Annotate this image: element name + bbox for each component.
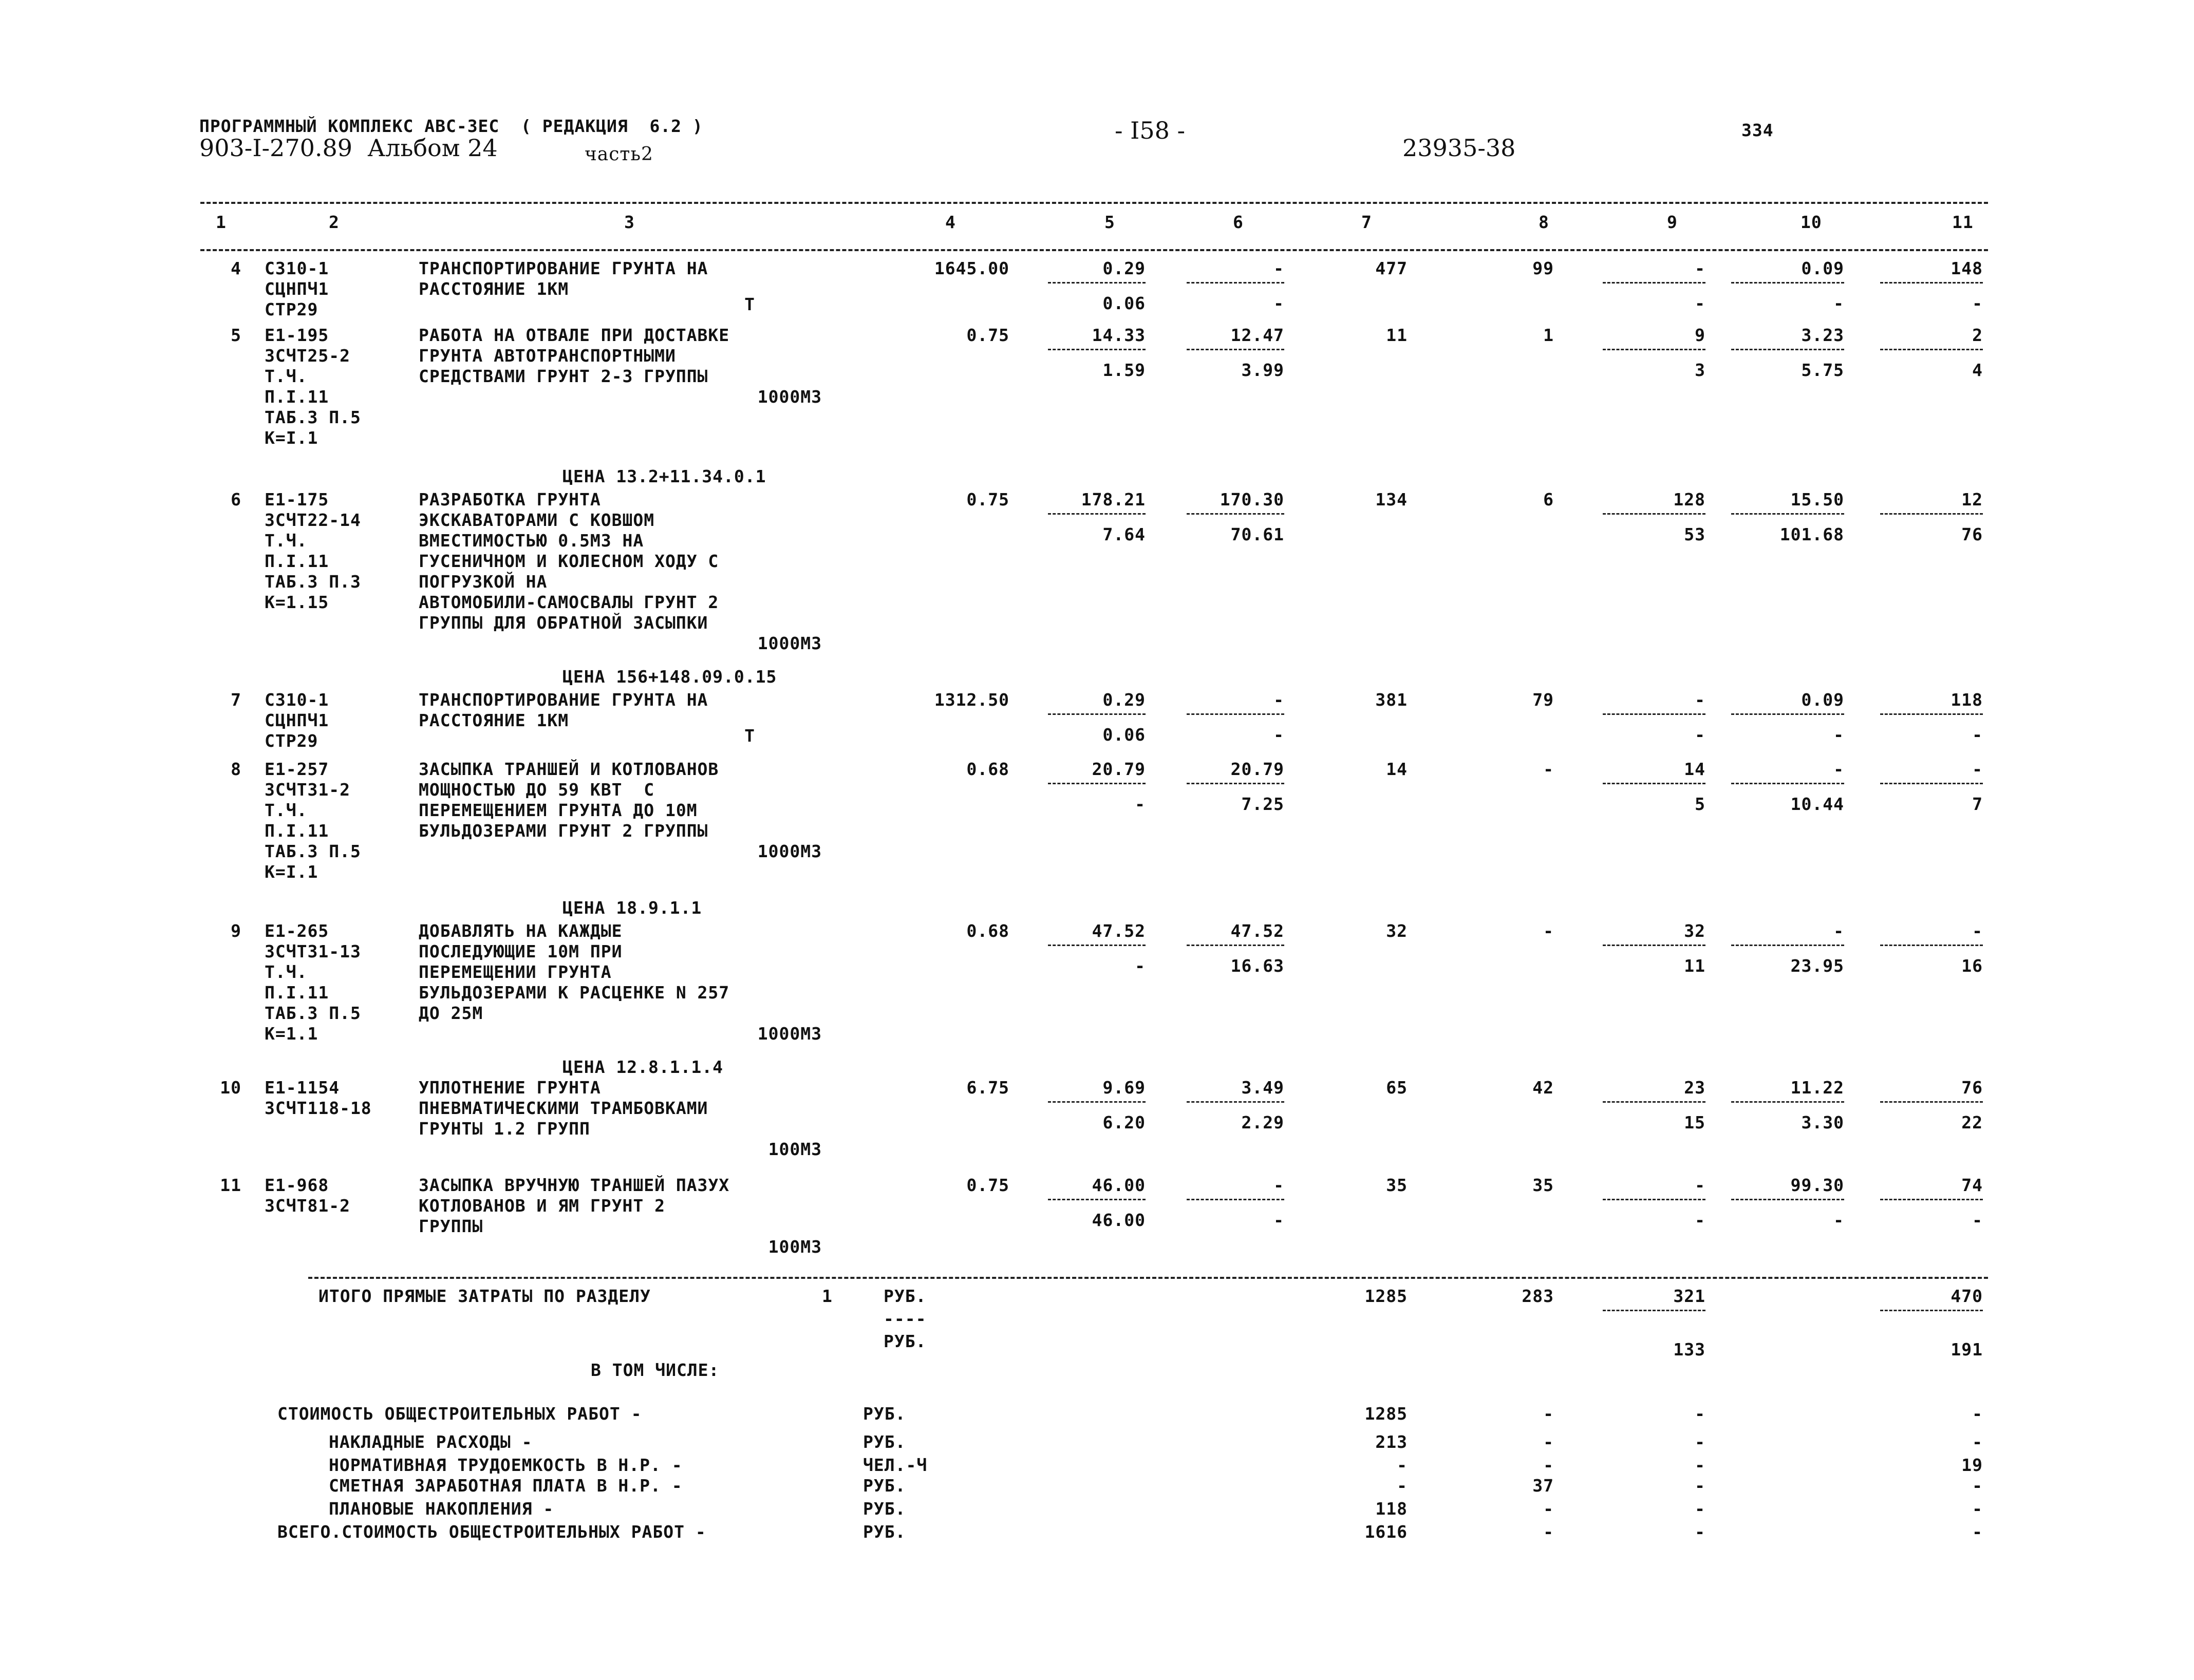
value-underline xyxy=(1731,282,1844,284)
wages: 6 xyxy=(1543,489,1554,509)
summary-unit: РУБ. xyxy=(863,1499,906,1519)
machine-cost-sub: 15 xyxy=(1684,1112,1705,1132)
norm-code: К=I.1 xyxy=(265,862,318,882)
machine-cost-sub: 3 xyxy=(1695,360,1705,380)
totals-dash: ---- xyxy=(884,1309,927,1329)
column-header: 11 xyxy=(1952,212,1974,232)
value-underline xyxy=(1880,945,1983,946)
machine-cost: 14 xyxy=(1684,759,1705,779)
machine-price-sub: 16.63 xyxy=(1230,956,1284,976)
machine-cost-sub: 53 xyxy=(1684,524,1705,544)
work-description: ПЕРЕМЕЩЕНИИ ГРУНТА xyxy=(419,962,612,982)
summary-unit: ЧЕЛ.-Ч xyxy=(863,1455,928,1475)
norm-code: СТР29 xyxy=(265,299,318,319)
summary-label: НАКЛАДНЫЕ РАСХОДЫ - xyxy=(329,1432,533,1452)
unit-price-sub: - xyxy=(1135,956,1146,976)
machine-price: 12.47 xyxy=(1230,325,1284,345)
quantity: 0.68 xyxy=(966,759,1009,779)
quantity: 0.75 xyxy=(966,325,1009,345)
work-description: ЗАСЫПКА ВРУЧНУЮ ТРАНШЕЙ ПАЗУХ xyxy=(419,1175,730,1195)
row-number: 10 xyxy=(220,1078,241,1098)
total-cost: 11 xyxy=(1386,325,1408,345)
unit-price: 178.21 xyxy=(1081,489,1146,509)
work-description: БУЛЬДОЗЕРАМИ К РАСЦЕНКЕ N 257 xyxy=(419,983,730,1003)
unit-of-measure: 100М3 xyxy=(768,1139,822,1159)
row-number: 4 xyxy=(231,258,241,278)
wages: - xyxy=(1543,759,1554,779)
work-description: РАССТОЯНИЕ 1КМ xyxy=(419,710,569,730)
total-cost: 14 xyxy=(1386,759,1408,779)
norm-code: Т.Ч. xyxy=(265,366,308,386)
norm-code: Е1-175 xyxy=(265,489,329,509)
summary-cost: - xyxy=(1397,1476,1408,1496)
part-label: часть2 xyxy=(585,144,653,165)
work-description: ТРАНСПОРТИРОВАНИЕ ГРУНТА НА xyxy=(419,690,708,710)
wages: 99 xyxy=(1532,258,1554,278)
value-underline xyxy=(1731,783,1844,784)
work-description: ЭКСКАВАТОРАМИ С КОВШОМ xyxy=(419,510,655,530)
labor-norm-sub: 3.30 xyxy=(1801,1112,1844,1132)
totals-cost: 1285 xyxy=(1364,1286,1408,1306)
summary-label: СМЕТНАЯ ЗАРАБОТНАЯ ПЛАТА В Н.Р. - xyxy=(329,1476,683,1496)
value-underline xyxy=(1880,513,1983,515)
norm-code: К=1.15 xyxy=(265,592,329,612)
norm-code: П.I.11 xyxy=(265,821,329,841)
work-description: МОЩНОСТЬЮ ДО 59 КВТ С xyxy=(419,780,655,800)
summary-machine: - xyxy=(1695,1432,1705,1452)
work-description: ГРУНТА АВТОТРАНСПОРТНЫМИ xyxy=(419,346,676,366)
labor-total-sub: 4 xyxy=(1972,360,1983,380)
machine-price: 170.30 xyxy=(1220,489,1284,509)
labor-total: 148 xyxy=(1951,258,1983,278)
value-underline xyxy=(1048,513,1146,515)
value-underline xyxy=(1603,945,1705,946)
machine-price: - xyxy=(1273,258,1284,278)
norm-code: ЗСЧТ25-2 xyxy=(265,346,350,366)
value-underline xyxy=(1731,713,1844,715)
unit-price: 47.52 xyxy=(1092,921,1146,941)
norm-code: ТАБ.3 П.5 xyxy=(265,407,361,427)
norm-code: Е1-968 xyxy=(265,1175,329,1195)
value-underline xyxy=(1880,282,1983,284)
norm-code: ЗСЧТ81-2 xyxy=(265,1196,350,1216)
work-description: ПНЕВМАТИЧЕСКИМИ ТРАМБОВКАМИ xyxy=(419,1098,708,1118)
summary-wages: 37 xyxy=(1532,1476,1554,1496)
unit-price: 20.79 xyxy=(1092,759,1146,779)
work-description: РАБОТА НА ОТВАЛЕ ПРИ ДОСТАВКЕ xyxy=(419,325,730,345)
summary-machine: - xyxy=(1695,1404,1705,1424)
totals-unit: РУБ. xyxy=(884,1286,927,1306)
labor-total-sub: - xyxy=(1972,725,1983,745)
work-description: ПОСЛЕДУЮЩИЕ 10М ПРИ xyxy=(419,941,623,961)
norm-code: Е1-195 xyxy=(265,325,329,345)
labor-total: 118 xyxy=(1951,690,1983,710)
norm-code: Е1-257 xyxy=(265,759,329,779)
norm-code: Т.Ч. xyxy=(265,962,308,982)
labor-norm: 15.50 xyxy=(1790,489,1844,509)
machine-price-sub: - xyxy=(1273,725,1284,745)
unit-price: 9.69 xyxy=(1102,1078,1146,1098)
labor-total: - xyxy=(1972,759,1983,779)
quantity: 6.75 xyxy=(966,1078,1009,1098)
machine-cost: - xyxy=(1695,258,1705,278)
labor-total-sub: 76 xyxy=(1961,524,1983,544)
value-underline xyxy=(1731,349,1844,350)
unit-of-measure: 1000М3 xyxy=(757,841,822,861)
machine-price: - xyxy=(1273,690,1284,710)
labor-norm: 3.23 xyxy=(1801,325,1844,345)
value-underline xyxy=(1603,1310,1705,1311)
labor-norm-sub: 5.75 xyxy=(1801,360,1844,380)
totals-rule xyxy=(308,1277,1988,1279)
unit-of-measure: 1000М3 xyxy=(757,633,822,653)
unit-price-sub: 0.06 xyxy=(1102,725,1146,745)
machine-cost: 128 xyxy=(1673,489,1705,509)
column-header: 5 xyxy=(1104,212,1115,232)
wages: - xyxy=(1543,921,1554,941)
value-underline xyxy=(1048,282,1146,284)
labor-total-sub: - xyxy=(1972,293,1983,313)
machine-cost-sub: 11 xyxy=(1684,956,1705,976)
summary-labor: - xyxy=(1972,1432,1983,1452)
norm-code: П.I.11 xyxy=(265,983,329,1003)
summary-machine: - xyxy=(1695,1499,1705,1519)
totals-machine-sub: 133 xyxy=(1673,1339,1705,1360)
work-description: ПОГРУЗКОЙ НА xyxy=(419,572,548,592)
labor-total-sub: - xyxy=(1972,1210,1983,1230)
machine-cost-sub: - xyxy=(1695,1210,1705,1230)
norm-code: СТР29 xyxy=(265,731,318,751)
value-underline xyxy=(1187,783,1284,784)
summary-wages: - xyxy=(1543,1432,1554,1452)
value-underline xyxy=(1880,1310,1983,1311)
machine-cost: - xyxy=(1695,690,1705,710)
column-header: 9 xyxy=(1667,212,1678,232)
norm-code: ЗСЧТ31-13 xyxy=(265,941,361,961)
labor-total-sub: 7 xyxy=(1972,794,1983,814)
summary-cost: 213 xyxy=(1375,1432,1408,1452)
machine-cost: - xyxy=(1695,1175,1705,1195)
value-underline xyxy=(1187,282,1284,284)
labor-total: 12 xyxy=(1961,489,1983,509)
summary-machine: - xyxy=(1695,1476,1705,1496)
machine-price-sub: 2.29 xyxy=(1241,1112,1284,1132)
price-note: ЦЕНА 12.8.1.1.4 xyxy=(562,1057,724,1077)
labor-norm-sub: - xyxy=(1833,725,1844,745)
machine-cost: 32 xyxy=(1684,921,1705,941)
summary-unit: РУБ. xyxy=(863,1404,906,1424)
quantity: 0.75 xyxy=(966,489,1009,509)
labor-total: 74 xyxy=(1961,1175,1983,1195)
labor-norm: - xyxy=(1833,759,1844,779)
sheet-number: 334 xyxy=(1741,120,1774,140)
row-number: 9 xyxy=(231,921,241,941)
work-description: ТРАНСПОРТИРОВАНИЕ ГРУНТА НА xyxy=(419,258,708,278)
work-description: ГУСЕНИЧНОМ И КОЛЕСНОМ ХОДУ С xyxy=(419,551,719,571)
unit-price-sub: 6.20 xyxy=(1102,1112,1146,1132)
norm-code: К=I.1 xyxy=(265,428,318,448)
summary-unit: РУБ. xyxy=(863,1522,906,1542)
summary-wages: - xyxy=(1543,1499,1554,1519)
labor-norm: 0.09 xyxy=(1801,690,1844,710)
norm-code: С310-1 xyxy=(265,258,329,278)
norm-code: Т.Ч. xyxy=(265,800,308,820)
norm-code: ТАБ.3 П.3 xyxy=(265,572,361,592)
unit-price: 46.00 xyxy=(1092,1175,1146,1195)
work-description: РАССТОЯНИЕ 1КМ xyxy=(419,279,569,299)
unit-of-measure: Т xyxy=(744,726,755,746)
unit-price-sub: - xyxy=(1135,794,1146,814)
work-description: БУЛЬДОЗЕРАМИ ГРУНТ 2 ГРУППЫ xyxy=(419,821,708,841)
work-description: ЗАСЫПКА ТРАНШЕЙ И КОТЛОВАНОВ xyxy=(419,759,719,779)
column-header: 6 xyxy=(1233,212,1244,232)
summary-wages: - xyxy=(1543,1404,1554,1424)
value-underline xyxy=(1731,1101,1844,1103)
work-description: ГРУППЫ ДЛЯ ОБРАТНОЙ ЗАСЫПКИ xyxy=(419,613,708,633)
value-underline xyxy=(1048,945,1146,946)
totals-wages: 283 xyxy=(1522,1286,1554,1306)
machine-price-sub: 3.99 xyxy=(1241,360,1284,380)
unit-of-measure: Т xyxy=(744,294,755,314)
machine-cost: 23 xyxy=(1684,1078,1705,1098)
summary-cost: 118 xyxy=(1375,1499,1408,1519)
summary-wages: - xyxy=(1543,1522,1554,1542)
total-cost: 381 xyxy=(1375,690,1408,710)
page-number: - I58 - xyxy=(1115,117,1186,144)
column-header: 10 xyxy=(1801,212,1822,232)
norm-code: Е1-1154 xyxy=(265,1078,340,1098)
work-description: КОТЛОВАНОВ И ЯМ ГРУНТ 2 xyxy=(419,1196,665,1216)
norm-code: СЦНПЧ1 xyxy=(265,279,329,299)
value-underline xyxy=(1603,783,1705,784)
machine-price-sub: - xyxy=(1273,293,1284,313)
value-underline xyxy=(1048,1101,1146,1103)
norm-code: Т.Ч. xyxy=(265,531,308,551)
value-underline xyxy=(1603,713,1705,715)
summary-labor: - xyxy=(1972,1499,1983,1519)
value-underline xyxy=(1187,1199,1284,1200)
row-number: 8 xyxy=(231,759,241,779)
work-description: ПЕРЕМЕЩЕНИЕМ ГРУНТА ДО 10М xyxy=(419,800,698,820)
unit-of-measure: 1000М3 xyxy=(757,387,822,407)
total-cost: 32 xyxy=(1386,921,1408,941)
norm-code: К=1.1 xyxy=(265,1024,318,1044)
work-description: ДО 25М xyxy=(419,1003,483,1023)
column-header: 7 xyxy=(1361,212,1372,232)
value-underline xyxy=(1187,1101,1284,1103)
total-cost: 477 xyxy=(1375,258,1408,278)
value-underline xyxy=(1048,349,1146,350)
value-underline xyxy=(1880,783,1983,784)
work-description: ВМЕСТИМОСТЬЮ 0.5М3 НА xyxy=(419,531,644,551)
column-header: 3 xyxy=(624,212,635,232)
value-underline xyxy=(1187,945,1284,946)
value-underline xyxy=(1048,783,1146,784)
summary-label: СТОИМОСТЬ ОБЩЕСТРОИТЕЛЬНЫХ РАБОТ - xyxy=(277,1404,642,1424)
totals-label: ИТОГО ПРЯМЫЕ ЗАТРАТЫ ПО РАЗДЕЛУ xyxy=(318,1286,651,1306)
value-underline xyxy=(1603,513,1705,515)
including-heading: В ТОМ ЧИСЛЕ: xyxy=(591,1360,720,1380)
summary-labor: - xyxy=(1972,1404,1983,1424)
summary-labor: - xyxy=(1972,1476,1983,1496)
machine-price-sub: - xyxy=(1273,1210,1284,1230)
value-underline xyxy=(1048,713,1146,715)
summary-machine: - xyxy=(1695,1455,1705,1475)
summary-label: НОРМАТИВНАЯ ТРУДОЕМКОСТЬ В Н.Р. - xyxy=(329,1455,683,1475)
labor-total: - xyxy=(1972,921,1983,941)
summary-label: ВСЕГО.СТОИМОСТЬ ОБЩЕСТРОИТЕЛЬНЫХ РАБОТ - xyxy=(277,1522,706,1542)
summary-labor: 19 xyxy=(1961,1455,1983,1475)
wages: 79 xyxy=(1532,690,1554,710)
machine-cost-sub: 5 xyxy=(1695,794,1705,814)
top-rule xyxy=(200,202,1988,204)
price-note: ЦЕНА 156+148.09.0.15 xyxy=(562,667,777,687)
labor-total: 76 xyxy=(1961,1078,1983,1098)
labor-norm-sub: - xyxy=(1833,293,1844,313)
value-underline xyxy=(1187,349,1284,350)
work-description: УПЛОТНЕНИЕ ГРУНТА xyxy=(419,1078,601,1098)
norm-code: Е1-265 xyxy=(265,921,329,941)
unit-price: 0.29 xyxy=(1102,258,1146,278)
summary-label: ПЛАНОВЫЕ НАКОПЛЕНИЯ - xyxy=(329,1499,554,1519)
row-number: 5 xyxy=(231,325,241,345)
work-description: ГРУНТЫ 1.2 ГРУПП xyxy=(419,1119,590,1139)
norm-code: ЗСЧТ22-14 xyxy=(265,510,361,530)
total-cost: 134 xyxy=(1375,489,1408,509)
column-header: 4 xyxy=(945,212,956,232)
norm-code: ТАБ.3 П.5 xyxy=(265,1003,361,1023)
quantity: 0.68 xyxy=(966,921,1009,941)
wages: 35 xyxy=(1532,1175,1554,1195)
summary-unit: РУБ. xyxy=(863,1432,906,1452)
value-underline xyxy=(1880,1199,1983,1200)
machine-cost-sub: - xyxy=(1695,725,1705,745)
price-note: ЦЕНА 13.2+11.34.0.1 xyxy=(562,466,766,486)
machine-price: 3.49 xyxy=(1241,1078,1284,1098)
norm-code: С310-1 xyxy=(265,690,329,710)
row-number: 6 xyxy=(231,489,241,509)
labor-norm-sub: 23.95 xyxy=(1790,956,1844,976)
program-header: ПРОГРАММНЫЙ КОМПЛЕКС АВС-ЗЕС ( РЕДАКЦИЯ 6.2 ) xyxy=(199,116,703,136)
value-underline xyxy=(1731,513,1844,515)
work-description: ГРУППЫ xyxy=(419,1216,483,1236)
value-underline xyxy=(1603,282,1705,284)
value-underline xyxy=(1603,1199,1705,1200)
value-underline xyxy=(1880,1101,1983,1103)
labor-total-sub: 22 xyxy=(1961,1112,1983,1132)
norm-code: СЦНПЧ1 xyxy=(265,710,329,730)
labor-norm: 99.30 xyxy=(1790,1175,1844,1195)
summary-wages: - xyxy=(1543,1455,1554,1475)
value-underline xyxy=(1187,513,1284,515)
column-header: 2 xyxy=(329,212,340,232)
row-number: 7 xyxy=(231,690,241,710)
summary-machine: - xyxy=(1695,1522,1705,1542)
value-underline xyxy=(1187,713,1284,715)
total-cost: 35 xyxy=(1386,1175,1408,1195)
value-underline xyxy=(1731,945,1844,946)
unit-price-sub: 0.06 xyxy=(1102,293,1146,313)
totals-labor-sub: 191 xyxy=(1951,1339,1983,1360)
unit-price: 14.33 xyxy=(1092,325,1146,345)
summary-cost: 1285 xyxy=(1364,1404,1408,1424)
unit-price: 0.29 xyxy=(1102,690,1146,710)
labor-norm: 11.22 xyxy=(1790,1078,1844,1098)
summary-unit: РУБ. xyxy=(863,1476,906,1496)
summary-cost: 1616 xyxy=(1364,1522,1408,1542)
value-underline xyxy=(1880,349,1983,350)
totals-labor: 470 xyxy=(1951,1286,1983,1306)
unit-of-measure: 1000М3 xyxy=(757,1024,822,1044)
labor-total-sub: 16 xyxy=(1961,956,1983,976)
machine-price: 20.79 xyxy=(1230,759,1284,779)
quantity: 0.75 xyxy=(966,1175,1009,1195)
summary-cost: - xyxy=(1397,1455,1408,1475)
labor-norm-sub: 10.44 xyxy=(1790,794,1844,814)
estimate-code: 23935-38 xyxy=(1402,134,1516,162)
norm-code: П.I.11 xyxy=(265,387,329,407)
work-description: РАЗРАБОТКА ГРУНТА xyxy=(419,489,601,509)
value-underline xyxy=(1731,1199,1844,1200)
labor-total: 2 xyxy=(1972,325,1983,345)
total-cost: 65 xyxy=(1386,1078,1408,1098)
quantity: 1312.50 xyxy=(934,690,1009,710)
unit-price-sub: 7.64 xyxy=(1102,524,1146,544)
labor-norm-sub: 101.68 xyxy=(1779,524,1844,544)
column-header: 1 xyxy=(216,212,227,232)
unit-price-sub: 46.00 xyxy=(1092,1210,1146,1230)
unit-price-sub: 1.59 xyxy=(1102,360,1146,380)
labor-norm: - xyxy=(1833,921,1844,941)
machine-price-sub: 70.61 xyxy=(1230,524,1284,544)
value-underline xyxy=(1603,1101,1705,1103)
machine-price-sub: 7.25 xyxy=(1241,794,1284,814)
value-underline xyxy=(1880,713,1983,715)
value-underline xyxy=(1603,349,1705,350)
work-description: ДОБАВЛЯТЬ НА КАЖДЫЕ xyxy=(419,921,623,941)
header-rule xyxy=(200,249,1988,251)
wages: 42 xyxy=(1532,1078,1554,1098)
quantity: 1645.00 xyxy=(934,258,1009,278)
norm-code: ЗСЧТ31-2 xyxy=(265,780,350,800)
labor-norm-sub: - xyxy=(1833,1210,1844,1230)
machine-cost: 9 xyxy=(1695,325,1705,345)
work-description: АВТОМОБИЛИ-САМОСВАЛЫ ГРУНТ 2 xyxy=(419,592,719,612)
totals-unit: РУБ. xyxy=(884,1331,927,1351)
summary-labor: - xyxy=(1972,1522,1983,1542)
machine-price: 47.52 xyxy=(1230,921,1284,941)
price-note: ЦЕНА 18.9.1.1 xyxy=(562,898,702,918)
wages: 1 xyxy=(1543,325,1554,345)
machine-cost-sub: - xyxy=(1695,293,1705,313)
row-number: 11 xyxy=(220,1175,241,1195)
document-code: 903-I-270.89 Альбом 24 xyxy=(199,134,498,162)
norm-code: П.I.11 xyxy=(265,551,329,571)
totals-machine: 321 xyxy=(1673,1286,1705,1306)
norm-code: ТАБ.3 П.5 xyxy=(265,841,361,861)
work-description: СРЕДСТВАМИ ГРУНТ 2-3 ГРУППЫ xyxy=(419,366,708,386)
machine-price: - xyxy=(1273,1175,1284,1195)
norm-code: ЗСЧТ118-18 xyxy=(265,1098,372,1118)
totals-section: 1 xyxy=(822,1286,833,1306)
labor-norm: 0.09 xyxy=(1801,258,1844,278)
column-header: 8 xyxy=(1539,212,1549,232)
unit-of-measure: 100М3 xyxy=(768,1237,822,1257)
value-underline xyxy=(1048,1199,1146,1200)
